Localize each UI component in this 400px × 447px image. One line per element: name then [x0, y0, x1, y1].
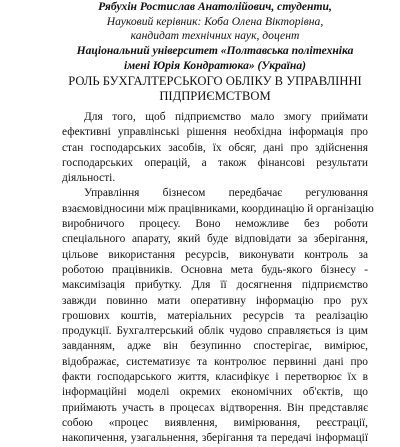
paragraph-1 — [62, 110, 368, 186]
paragraph-line: господарських операцій, а також фінансові результати — [62, 156, 368, 169]
paragraph-line: накопичення, узагальнення, зберігання та передачі інформації — [62, 432, 368, 445]
supervisor-line: Науковий керівник: Коба Олена Вікторівна, — [106, 14, 324, 28]
title-line-2: ПІДПРИЄМСТВОМ — [159, 89, 271, 103]
paragraph-line: ефективні управлінські рішення необхідна інформація про — [62, 126, 368, 139]
paragraph-line: виробничого процесу. Воно неможливе без роботи — [62, 218, 368, 231]
paragraph-line: інформаційні моделі окремих економічних об'єктів, що — [62, 386, 368, 399]
university-line-1: Національний університет «Полтавська політехніка — [76, 44, 354, 58]
paragraph-line: максимізація прибутку. Для її досягнення підприємство — [62, 279, 368, 292]
paragraph-line: відображає, систематизує та контролює первинні дані про — [62, 355, 368, 368]
paragraph-line: роботою працівників. Основна мета будь-якого бізнесу - — [62, 263, 368, 276]
paragraph-line: завжди повинно мати оперативну інформацію про рух — [62, 294, 368, 307]
title-line-1: РОЛЬ БУХГАЛТЕРСЬКОГО ОБЛІКУ В УПРАВЛІННІ — [68, 74, 362, 88]
paragraph-line: продукції. Бухгалтерський облік чудово справляється із цим — [62, 325, 368, 338]
author-header — [60, 0, 370, 74]
paragraph-line: завданням, адже він безупинно спостерігає, вимірює, — [62, 340, 368, 353]
paragraph-line: приймають участь в процесах відтворення. Він представляє — [62, 401, 368, 414]
paragraph-line: факти господарського життя, класифікує і перетворює їх в — [62, 371, 368, 384]
paragraph-line: спеціального апарату, який буде відповідати за зберігання, — [62, 233, 368, 246]
paragraph-line: собою «процес виявлення, вимірювання, реєстрації, — [62, 416, 368, 429]
paragraph-line: Управління бізнесом передбачає регулювання — [84, 187, 368, 200]
paragraph-line: взаємовідносини між працівниками, координацію й організацію — [62, 202, 374, 215]
university-line-2: імені Юрія Кондратюка» (Україна) — [124, 58, 306, 72]
paragraph-line: Для того, щоб підприємство мало змогу приймати — [84, 111, 368, 123]
article-title — [60, 74, 370, 104]
paragraph-line: грошових коштів, матеріальних ресурсів та реалізацію — [62, 309, 368, 322]
paragraph-line: стан господарських засобів, їх обсяг, дані про здійснення — [62, 141, 368, 154]
article-body — [62, 110, 374, 447]
degree-line: кандидат технічних наук, доцент — [130, 29, 300, 43]
paragraph-2 — [62, 186, 374, 446]
author-line — [60, 0, 370, 15]
paragraph-line: цільове використання ресурсів, виконувати контроль за — [62, 248, 368, 261]
author-name: Рябухін Ростислав Анатолійович, студенти, — [98, 0, 332, 13]
paragraph-line: діяльності. — [62, 172, 116, 185]
